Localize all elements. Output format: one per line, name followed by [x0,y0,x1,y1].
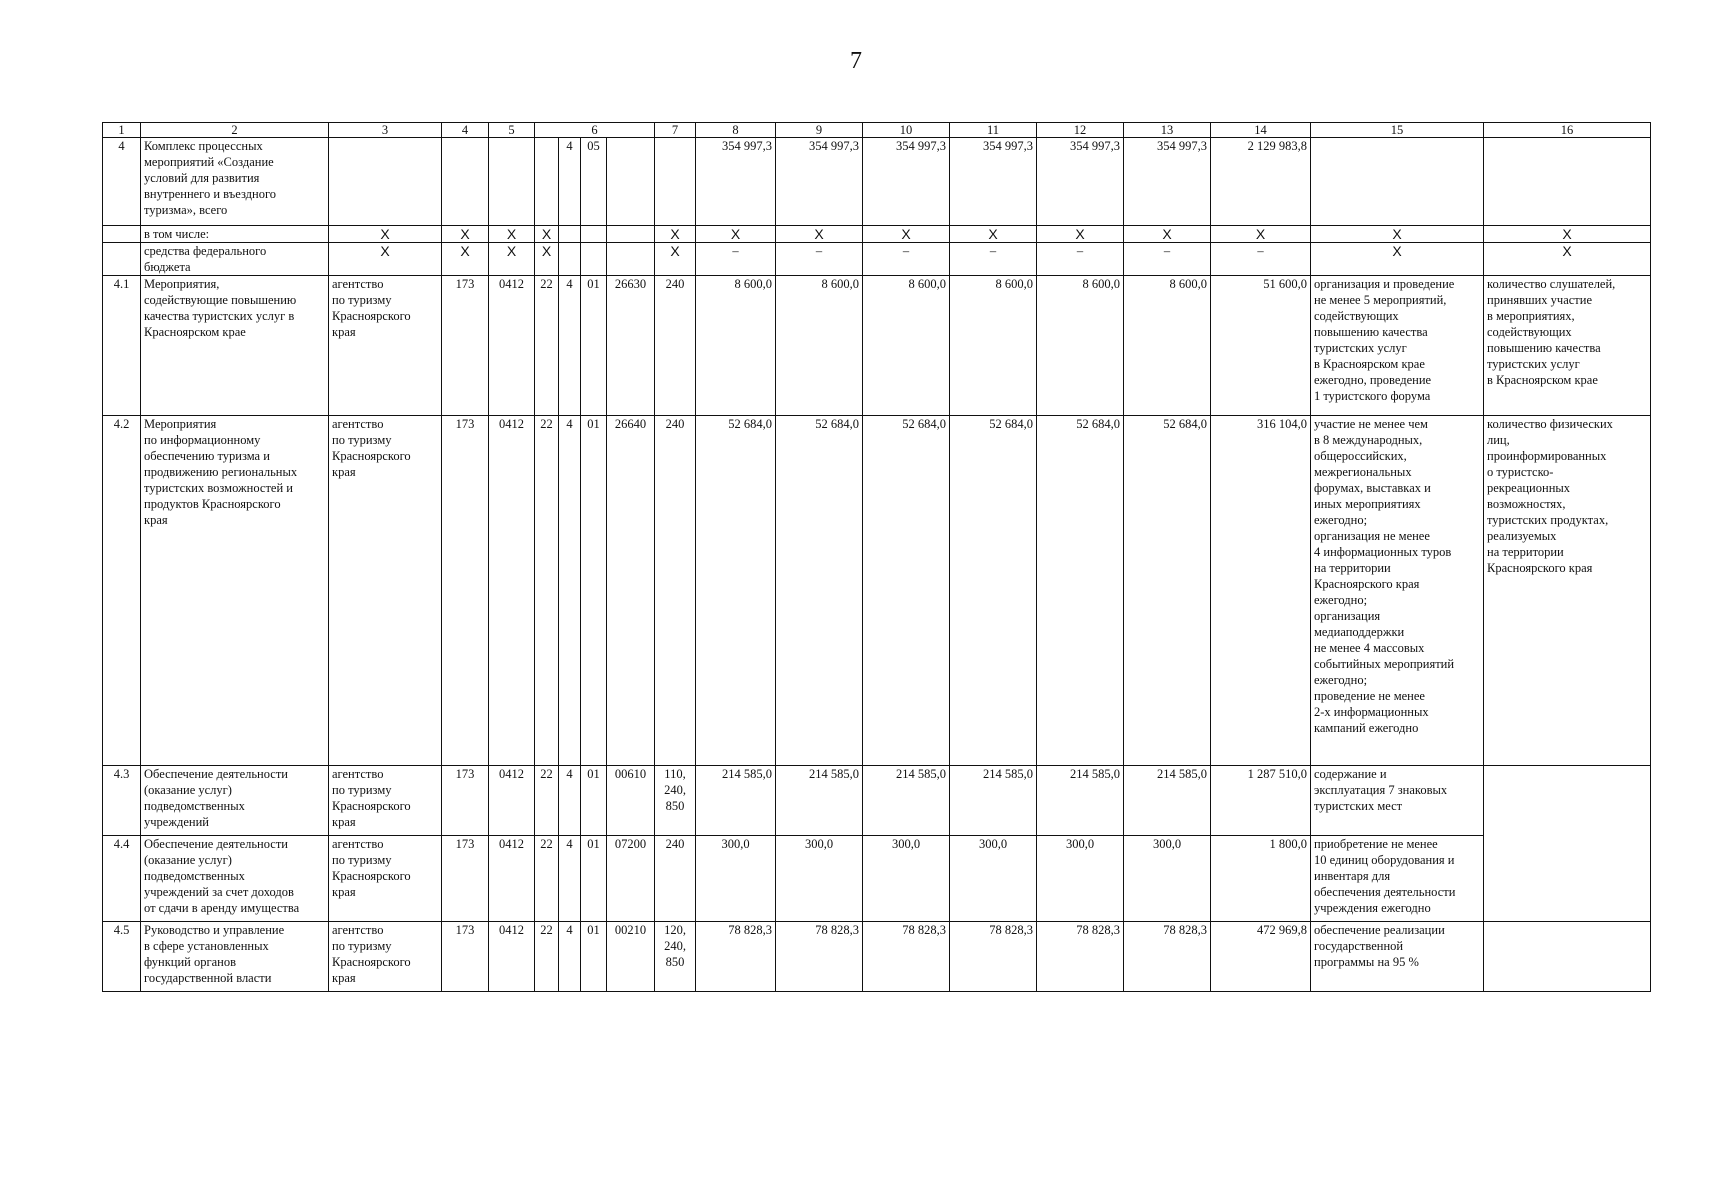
csr-code-1: 22 [535,922,559,992]
year-value: 354 997,3 [950,138,1037,226]
header-cell: 9 [776,123,863,138]
x-mark: X [776,226,863,243]
expected-result: обеспечение реализации государственной программы на 95 % [1314,923,1445,969]
year-value: 300,0 [863,836,950,922]
csr-code-3: 01 [581,276,607,416]
header-cell: 5 [489,123,535,138]
x-mark: X [329,243,442,276]
row-number: 4.2 [103,416,141,766]
year-value: 354 997,3 [863,138,950,226]
expected-result: организация и проведение не менее 5 мероприятий, содействующих повышению качества туристских услуг в Красноярском крае ежегодно, проведение 1 туристского форума [1314,277,1455,403]
x-mark: X [1484,226,1651,243]
year-value: 52 684,0 [1124,416,1211,766]
grbs-code: 173 [442,766,489,836]
x-mark: X [1124,226,1211,243]
year-value: 52 684,0 [863,416,950,766]
indicator-empty [1484,922,1651,992]
csr-code-1: 22 [535,836,559,922]
year-value: 300,0 [1037,836,1124,922]
x-mark: X [1484,243,1651,276]
grbs-code: 173 [442,836,489,922]
total-value: 472 969,8 [1211,922,1311,992]
vr-code: 110, 240, 850 [664,767,686,813]
table-row [103,922,1651,992]
x-mark: X [1311,226,1484,243]
x-mark: X [655,226,696,243]
rzpr-code: 0412 [489,836,535,922]
year-value: 300,0 [1124,836,1211,922]
year-value: 8 600,0 [950,276,1037,416]
total-value: 316 104,0 [1211,416,1311,766]
header-cell: 14 [1211,123,1311,138]
year-value: 78 828,3 [950,922,1037,992]
dash-mark: – [863,243,950,276]
header-cell: 15 [1311,123,1484,138]
expected-result: участие не менее чем в 8 международных, общероссийских, межрегиональных форумах, выставках и иных мероприятиях ежегодно; организация не менее 4 информационных туров на территории Красноярского края ежегодно; организация медиаподдержки не менее 4 массовых событийных мероприятий ежегодно; проведение не менее 2-х информационных кампаний ежегодно [1314,417,1455,735]
table-row [103,836,1651,922]
grbs-code: 173 [442,416,489,766]
csr-code-4: 26630 [607,276,655,416]
expected-result: содержание и эксплуатация 7 знаковых туристских мест [1314,767,1448,813]
x-mark: X [535,226,559,243]
expected-result: приобретение не менее 10 единиц оборудования и инвентаря для обеспечения деятельности учреждения ежегодно [1314,837,1456,915]
csr-code-4: 07200 [607,836,655,922]
x-mark: X [442,226,489,243]
header-cell: 4 [442,123,489,138]
x-mark: X [489,243,535,276]
x-mark: X [696,226,776,243]
year-value: 8 600,0 [696,276,776,416]
row-name: Комплекс процессных мероприятий «Создание условий для развития внутреннего и въездного туризма», всего [144,139,277,217]
x-mark: X [1037,226,1124,243]
header-cell: 6 [535,123,655,138]
csr-code-3: 01 [581,922,607,992]
vr-code: 240 [655,836,696,922]
header-cell: 7 [655,123,696,138]
executor: агентство по туризму Красноярского края [332,277,411,339]
header-cell: 11 [950,123,1037,138]
year-value: 214 585,0 [776,766,863,836]
row-number: 4 [103,138,141,226]
grbs-code: 173 [442,922,489,992]
indicator-empty [1484,766,1651,922]
year-value: 78 828,3 [776,922,863,992]
total-value: 51 600,0 [1211,276,1311,416]
dash-mark: – [1037,243,1124,276]
row-number: 4.3 [103,766,141,836]
x-mark: X [1311,243,1484,276]
row-name: Обеспечение деятельности (оказание услуг) подведомственных учреждений [144,767,289,829]
header-cell: 1 [103,123,141,138]
year-value: 214 585,0 [696,766,776,836]
year-value: 300,0 [950,836,1037,922]
csr-code-2: 4 [559,416,581,766]
total-value: 1 800,0 [1211,836,1311,922]
row-name: Руководство и управление в сфере установленных функций органов государственной власти [144,923,285,985]
year-value: 354 997,3 [1037,138,1124,226]
executor: агентство по туризму Красноярского края [332,923,411,985]
x-mark: X [329,226,442,243]
table-row [103,226,1651,243]
table-row [103,766,1651,836]
indicator: количество физических лиц, проинформированных о туристско- рекреационных возможностях, туристских продуктах, реализуемых на территории Красноярского края [1487,417,1613,575]
executor: агентство по туризму Красноярского края [332,417,411,479]
table-row [103,138,1651,226]
dash-mark: – [776,243,863,276]
grbs-code: 173 [442,276,489,416]
row-number: 4.4 [103,836,141,922]
csr-code-3: 01 [581,836,607,922]
header-cell: 8 [696,123,776,138]
table-row [103,243,1651,276]
year-value: 214 585,0 [950,766,1037,836]
program-table [102,122,1651,992]
year-value: 214 585,0 [1037,766,1124,836]
dash-mark: – [696,243,776,276]
row-name: Мероприятия, содействующие повышению качества туристских услуг в Красноярском крае [144,277,297,339]
year-value: 78 828,3 [1124,922,1211,992]
csr-code-1: 22 [535,416,559,766]
x-mark: X [442,243,489,276]
year-value: 354 997,3 [696,138,776,226]
year-value: 8 600,0 [1037,276,1124,416]
csr-code-2: 4 [559,766,581,836]
row-name: средства федерального бюджета [144,244,267,274]
csr-code-2: 4 [559,836,581,922]
rzpr-code: 0412 [489,766,535,836]
row-name: Мероприятия по информационному обеспечению туризма и продвижению региональных туристских возможностей и продуктов Красноярского края [144,417,298,527]
dash-mark: – [950,243,1037,276]
year-value: 78 828,3 [696,922,776,992]
executor: агентство по туризму Красноярского края [332,837,411,899]
year-value: 300,0 [696,836,776,922]
x-mark: X [950,226,1037,243]
rzpr-code: 0412 [489,922,535,992]
code-b: 05 [581,138,607,226]
csr-code-4: 00210 [607,922,655,992]
table-row [103,276,1651,416]
dash-mark: – [1124,243,1211,276]
total-value: 1 287 510,0 [1211,766,1311,836]
header-row [103,123,1651,138]
csr-code-1: 22 [535,276,559,416]
header-cell: 2 [141,123,329,138]
x-mark: X [863,226,950,243]
csr-code-3: 01 [581,416,607,766]
row-number: 4.1 [103,276,141,416]
header-cell: 16 [1484,123,1651,138]
year-value: 52 684,0 [776,416,863,766]
year-value: 52 684,0 [696,416,776,766]
code-a: 4 [559,138,581,226]
row-name: в том числе: [141,226,329,243]
year-value: 8 600,0 [776,276,863,416]
csr-code-4: 26640 [607,416,655,766]
rzpr-code: 0412 [489,276,535,416]
year-value: 354 997,3 [1124,138,1211,226]
indicator: количество слушателей, принявших участие в мероприятиях, содействующих повышению качества туристских услуг в Красноярском крае [1487,277,1616,387]
header-cell: 13 [1124,123,1211,138]
rzpr-code: 0412 [489,416,535,766]
year-value: 214 585,0 [1124,766,1211,836]
table-row [103,416,1651,766]
year-value: 300,0 [776,836,863,922]
row-number: 4.5 [103,922,141,992]
x-mark: X [489,226,535,243]
vr-code: 120, 240, 850 [664,923,686,969]
year-value: 8 600,0 [863,276,950,416]
csr-code-2: 4 [559,922,581,992]
x-mark: X [1211,226,1311,243]
year-value: 214 585,0 [863,766,950,836]
csr-code-2: 4 [559,276,581,416]
year-value: 52 684,0 [950,416,1037,766]
page-number: 7 [850,48,862,74]
total-value: 2 129 983,8 [1211,138,1311,226]
executor: агентство по туризму Красноярского края [332,767,411,829]
year-value: 78 828,3 [863,922,950,992]
csr-code-1: 22 [535,766,559,836]
year-value: 8 600,0 [1124,276,1211,416]
x-mark: X [535,243,559,276]
dash-mark: – [1211,243,1311,276]
year-value: 78 828,3 [1037,922,1124,992]
year-value: 354 997,3 [776,138,863,226]
year-value: 52 684,0 [1037,416,1124,766]
csr-code-3: 01 [581,766,607,836]
row-name: Обеспечение деятельности (оказание услуг) подведомственных учреждений за счет доходов от сдачи в аренду имущества [144,837,300,915]
vr-code: 240 [655,276,696,416]
x-mark: X [655,243,696,276]
vr-code: 240 [655,416,696,766]
header-cell: 12 [1037,123,1124,138]
csr-code-4: 00610 [607,766,655,836]
header-cell: 10 [863,123,950,138]
header-cell: 3 [329,123,442,138]
